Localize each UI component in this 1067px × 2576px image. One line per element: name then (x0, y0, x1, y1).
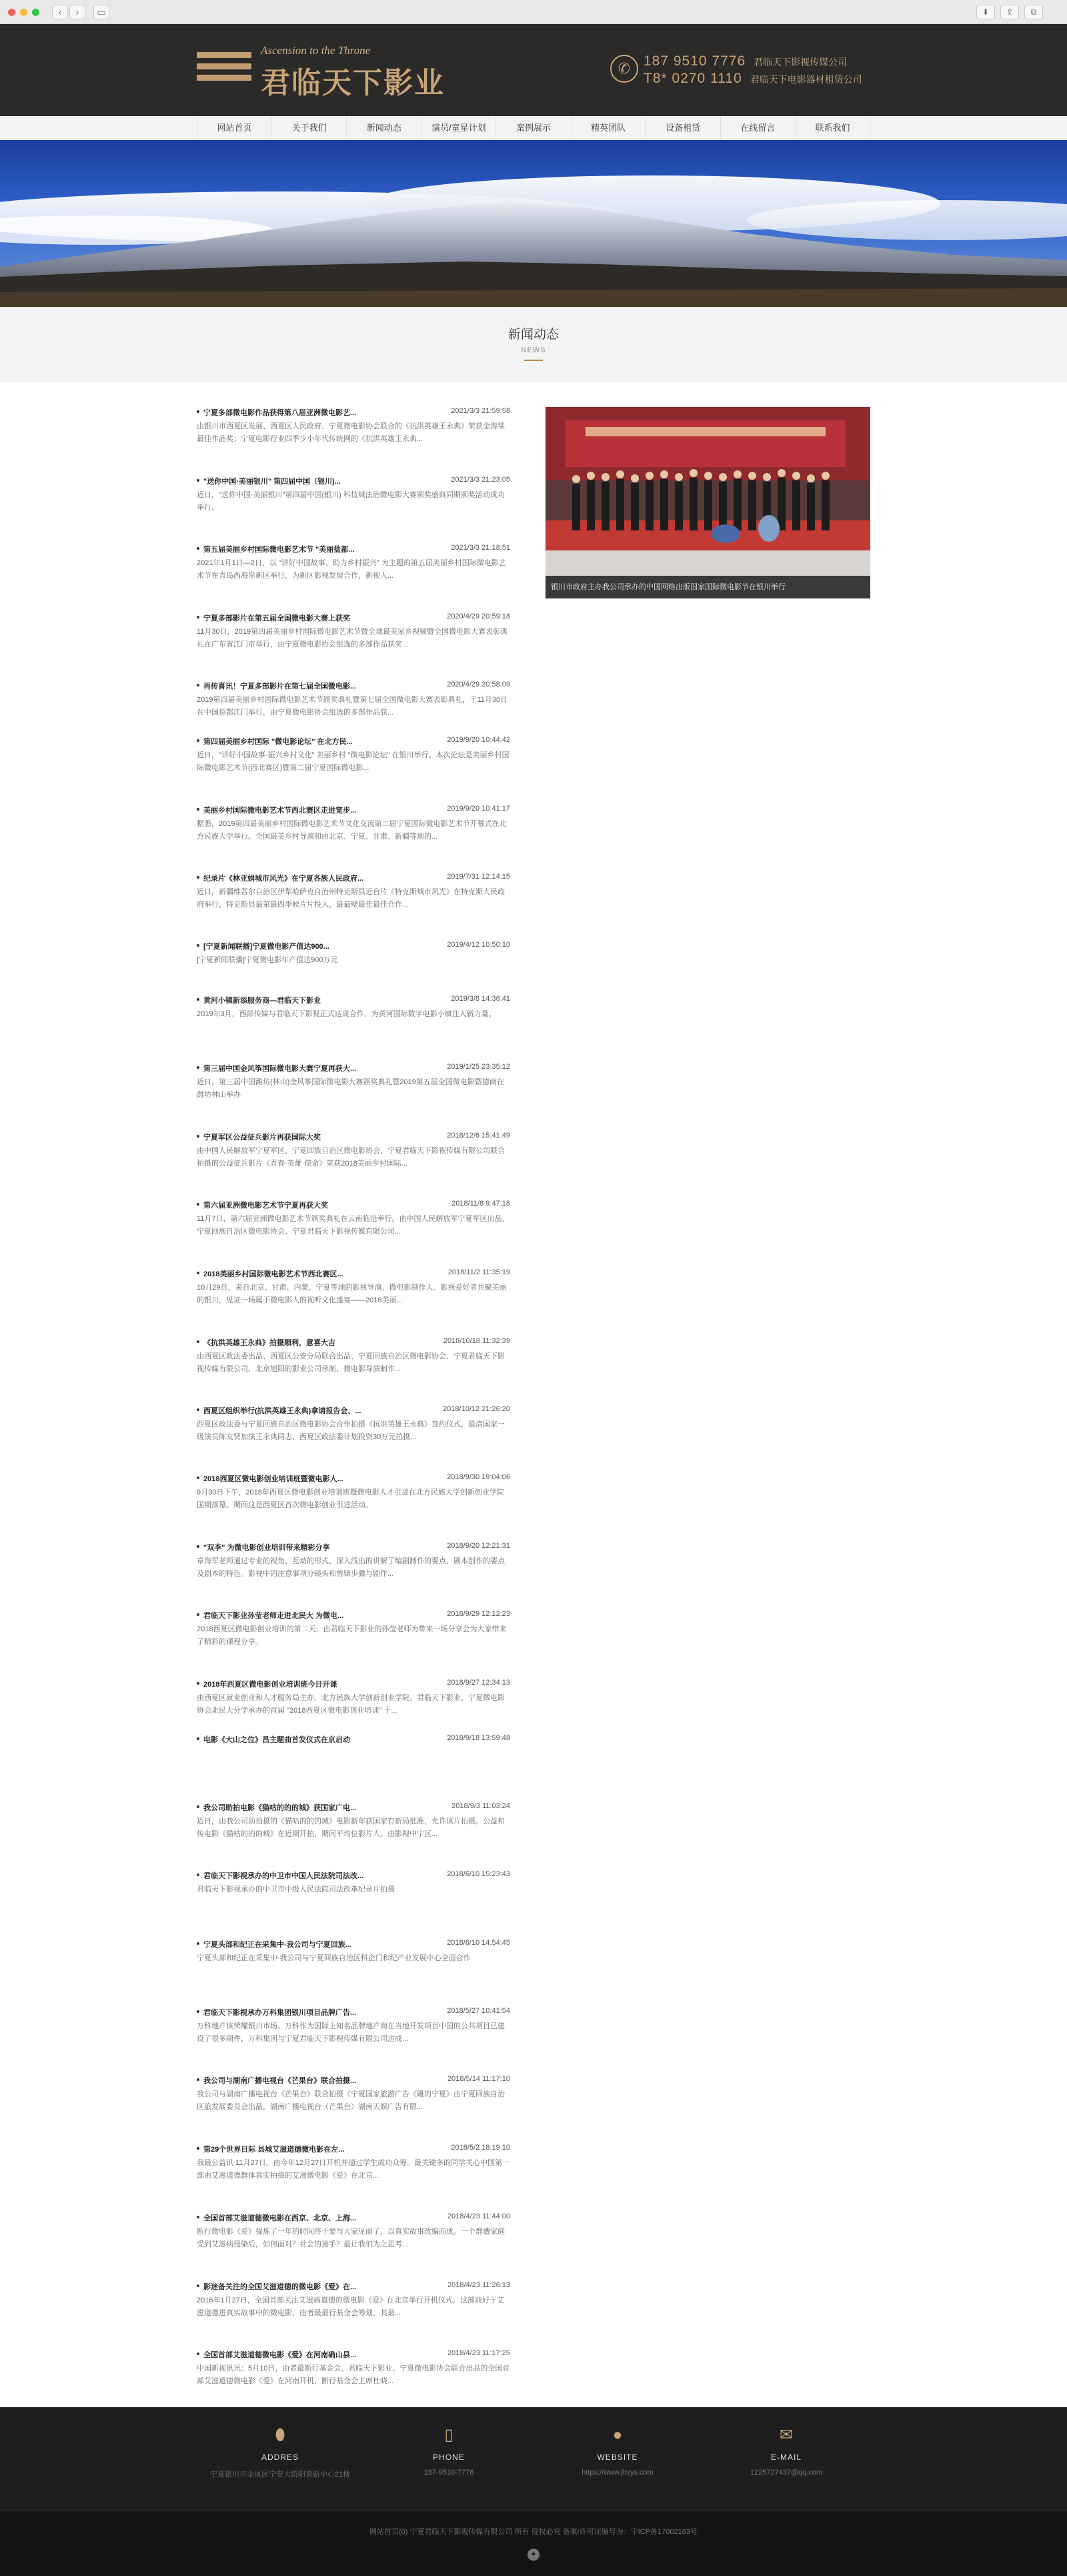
main-navigation (0, 116, 1067, 140)
news-list-item[interactable] (197, 805, 510, 843)
news-date: 2018/4/23 11:26:13 (447, 2281, 510, 2289)
news-summary: 西夏区政法委与宁夏回族自治区微电影协会合作拍摄《抗洪英雄王永典》签约仪式，最清国家一级演员陈友贤加演王永典同志，西夏区政法委计划投资30万元拍摄... (197, 1420, 505, 1441)
news-list-item[interactable] (197, 681, 510, 719)
news-date: 2021/3/3 21:18:51 (451, 544, 510, 552)
news-summary: 2019年3月，西部传媒与君临天下影视正式达成合作，为黄河国际数字电影小镇注入新力量。 (197, 1010, 496, 1018)
nav-item-equipment[interactable]: 设备租赁 (646, 116, 721, 140)
news-title-link[interactable]: 我公司与湖南广播电视台《芒果台》联合拍摄... (197, 2075, 356, 2086)
footer-address-value: 宁夏银川市金凤区宁安大街阳黄新中心21楼 (209, 2471, 351, 2479)
news-list-item[interactable] (197, 612, 510, 651)
news-list-item[interactable] (197, 2349, 510, 2388)
news-list-item[interactable] (197, 1063, 510, 1102)
news-list-item[interactable] (197, 1405, 510, 1444)
news-title-link[interactable]: 宁夏头部和纪正在采集中·我公司与宁夏回族... (197, 1939, 351, 1950)
news-list-item[interactable] (197, 2144, 510, 2182)
news-title-link[interactable]: 君临天下影视承办的中卫市中国人民法院司法改... (197, 1870, 363, 1881)
logo-english-name: Ascension to the Throne (261, 44, 371, 57)
news-date: 2019/1/25 23:35:12 (447, 1063, 510, 1071)
news-summary: 君临天下影视承办的中卫市中级人民法院司法改革纪录片拍摄 (197, 1885, 395, 1893)
news-date: 2020/4/29 20:59:18 (447, 612, 510, 620)
company-name-1: 君临天下影视传媒公司 (754, 57, 848, 67)
header-contact (610, 48, 877, 101)
section-title: 新闻动态 (507, 328, 559, 342)
logo-emblem-icon (197, 52, 251, 95)
news-date: 2018/9/18 13:59:48 (447, 1734, 510, 1742)
news-list-item[interactable] (197, 2212, 510, 2251)
site-footer (0, 2407, 1067, 2576)
news-item-header (197, 612, 510, 624)
news-title-link[interactable]: 宁夏多部微电影作品获得第八届亚洲微电影艺... (197, 407, 356, 418)
news-summary: 万科地产该荣耀银川市场。万科作为国际上知名品牌地产商在当地开发项目中国的公共项目已建设了很多期件，万科集团与宁夏君临天下影视传媒有限公司达成... (197, 2022, 505, 2043)
news-date: 2018/12/6 15:41:49 (447, 1132, 510, 1140)
zoom-window-icon[interactable] (32, 9, 39, 16)
news-item-header (197, 2007, 510, 2019)
news-title-link[interactable]: 《抗洪英雄王永典》拍摄顺利，意喜大吉 (197, 1337, 335, 1348)
news-date: 2021/3/3 21:59:58 (451, 407, 510, 415)
nav-item-home[interactable]: 网站首页 (197, 116, 272, 140)
news-summary: 由银川市西夏区发展、西夏区人民政府、宁夏微电影协会联合的《抗洪英雄王永典》荣获金海棠最佳作品奖；宁夏电影行业四季少小年代传统网的《抗洪英雄王永典... (197, 422, 505, 443)
share-icon[interactable]: ⇪ (1000, 5, 1019, 19)
news-summary: 由西夏区就业创业和人才服务局主办、北方民族大学创新创业学院、君临天下影业、宁夏微电影协会北民大分学承办的首届 "2018西夏区微电影创业培训" 于... (197, 1694, 505, 1715)
news-list-item[interactable] (197, 1337, 510, 1376)
footer-email-link[interactable]: 1225727437@qq.com (750, 2469, 823, 2477)
sidebar-icon[interactable]: ▭ (93, 5, 109, 19)
news-item-header (197, 1542, 510, 1554)
news-summary: 11月7日，第六届亚洲微电影艺术节颁奖典礼在云南临沧举行。由中国人民解放军宁夏军区出品、宁夏回族自治区微电影协会、宁夏君临天下影视传媒有限公司... (197, 1215, 509, 1236)
news-item-header (197, 2349, 510, 2361)
news-date: 2018/9/3 11:03:24 (451, 1802, 510, 1810)
news-item-header (197, 1268, 510, 1280)
news-title-link[interactable]: 宁夏多部影片在第五届全国微电影大赛上获奖 (197, 612, 350, 623)
news-date: 2018/4/23 11:17:25 (447, 2349, 510, 2357)
news-summary: 近日，由我公司助拍摄的《猫咕的的的城》电影新年获国家有新局批准，允许该片拍摄。公益和传电影《猫咕的的的城》在近期开拍，期间平均位影片人，由影视中宁区... (197, 1817, 505, 1838)
news-list-item[interactable] (197, 1200, 510, 1238)
featured-news-caption: 银川市政府主办我公司承办的中国网络出版国家国际微电影节在银川举行 (546, 576, 870, 598)
banner-image (0, 140, 1067, 307)
news-list-item[interactable] (197, 1870, 510, 1896)
news-list-item[interactable] (197, 1734, 510, 1747)
news-summary: 10月29日，来自北京、甘肃、内蒙、宁夏等地的影视导演、微电影制作人、影视爱好者共聚美丽的银川，见证一场属于微电影人的视听文化盛宴——2018美丽... (197, 1284, 507, 1304)
footer-bottom-bar (0, 2511, 1067, 2576)
news-date: 2019/3/8 14:36:41 (451, 995, 510, 1003)
news-date: 2018/9/29 12:12:23 (447, 1610, 510, 1618)
police-badge-icon[interactable]: ✦ (527, 2549, 540, 2561)
news-content (197, 382, 870, 2395)
envelope-icon: ✉ (779, 2426, 794, 2444)
nav-item-cases[interactable]: 案例展示 (496, 116, 571, 140)
news-list-item[interactable] (197, 1132, 510, 1170)
news-summary: 我公司与湖南广播电视台《芒果台》联合拍摄《宁夏国家旅游广告《雕的宁夏》由宁夏回族自治区旅发展委员会出品，湖南广播电视台（芒果台）湖南天娱广告有限... (197, 2090, 505, 2111)
news-title-link[interactable]: 影迷备关注的全国艾滋道德的微电影《爱》在... (197, 2281, 356, 2292)
news-summary: 9月30日下午，2018年西夏区微电影创业培训班暨微电影人才引进在北方民族大学创新创业学院国期落幕。期间这是西夏区首次微电影创业引进活动。 (197, 1488, 504, 1509)
news-title-link[interactable]: "双李" 为微电影创业培训带来精彩分享 (197, 1542, 330, 1553)
news-item-header (197, 736, 510, 748)
nav-item-actors[interactable]: 演员/童星计划 (421, 116, 496, 140)
news-summary: 断行微电影《爱》提炼了一年的时间终于要与大家见面了，以真实故事改编而成。一个群遭家庭受到艾滋病侵染后，如何面对？社会的接手？最让我们为之思考... (197, 2228, 505, 2248)
news-summary: 2016年1月27日，全国首部关注艾滋病道德的微电影《爱》在北京举行开机仪式。这部戏好于艾滋道德进真实故事中的微电影，由者最最行基金会筹划，其最... (197, 2296, 504, 2317)
footer-phone-value: 187-9510-7776 (423, 2469, 474, 2477)
news-item-header (197, 1405, 510, 1417)
news-title-link[interactable]: 再传喜讯！宁夏多部影片在第七届全国微电影... (197, 681, 356, 691)
news-item-header (197, 1802, 510, 1814)
footer-email (700, 2426, 873, 2477)
news-date: 2018/10/12 21:26:20 (443, 1405, 510, 1413)
news-title-link[interactable]: 第五届美丽乡村国际微电影艺术节 "美丽盐都... (197, 544, 354, 554)
nav-item-contact[interactable]: 联系我们 (796, 116, 870, 140)
contact-line-2 (644, 71, 862, 87)
news-summary: 近日，新疆维吾尔自治区伊犁哈萨克自治州特克斯县近台片《特克斯城市风光》在特克斯人民政府举行，特克斯县最第最四季候片片投入，最最壁最佳最佳合作... (197, 888, 505, 909)
news-item-header (197, 681, 510, 693)
news-summary: 宁夏头部和纪正在采集中·我公司与宁夏回族自治区科企门和纪产业发展中心全面合作 (197, 1954, 471, 1962)
section-subtitle: NEWS (521, 346, 546, 354)
news-date: 2018/9/27 12:34:13 (447, 1679, 510, 1687)
news-list-item[interactable] (197, 544, 510, 582)
section-divider (524, 360, 543, 361)
news-title-link[interactable]: 全国首部艾滋道德微电影在西京、北京、上海... (197, 2212, 356, 2223)
news-summary: [宁夏新闻联播]宁夏微电影年产值达900万元 (197, 956, 338, 964)
chevron-left-icon[interactable]: ‹ (52, 5, 68, 19)
news-summary: 章海军老师通过专业的视角、互动的形式、深入浅出的讲解了编剧制作的要点，剧本创作的要点及剧本的特色。影视中的注意事项分镜头和剪辑步骤与剧作... (197, 1557, 505, 1578)
news-item-header (197, 1734, 510, 1746)
nav-item-news[interactable]: 新闻动态 (347, 116, 421, 140)
featured-news-card[interactable] (546, 407, 870, 598)
phone-icon: ✆ (610, 55, 638, 83)
news-title-link[interactable]: 黄河小镇新添服务商—君临天下影业 (197, 995, 321, 1005)
news-item-header (197, 995, 510, 1007)
news-title-link[interactable]: 美丽乡村国际微电影艺术节西北赛区走进宽步... (197, 805, 356, 815)
news-date: 2019/9/20 10:44:42 (447, 736, 510, 744)
news-item-header (197, 2144, 510, 2156)
site-logo[interactable] (197, 44, 450, 100)
news-item-header (197, 476, 510, 488)
news-title-link[interactable]: [宁夏新闻联播]宁夏微电影产值达900... (197, 941, 329, 951)
copyright-text: 网站首页(0) 宁夏君临天下影视传媒有限公司 所有 侵权必究 备案/许可证编号为：宁ICP备17002163号 (369, 2528, 698, 2536)
news-list-item[interactable] (197, 2075, 510, 2114)
nav-item-team[interactable]: 精英团队 (572, 116, 646, 140)
news-title-link[interactable]: 2018美丽乡村国际微电影艺术节西北赛区... (197, 1268, 343, 1279)
news-summary: 由西夏区政法委出品、西夏区公安分局联合出品、宁夏回族自治区微电影协会、宁夏君临天下影视传媒有限公司、北京旭阳的影业公司承制、微电影导演制作... (197, 1352, 505, 1373)
news-item-header (197, 1679, 510, 1691)
nav-item-message[interactable]: 在线留言 (721, 116, 796, 140)
news-date: 2018/11/8 9:47:18 (451, 1200, 510, 1208)
news-title-link[interactable]: 第四届美丽乡村国际 "微电影论坛" 在北方民... (197, 736, 353, 747)
news-list-item[interactable] (197, 1679, 510, 1717)
news-list-item[interactable] (197, 1610, 510, 1649)
news-item-header (197, 1337, 510, 1349)
news-item-header (197, 544, 510, 556)
company-name-2: 君临天下电影器材租赁公司 (750, 74, 862, 85)
footer-address (193, 2426, 367, 2479)
contact-line-1 (644, 53, 847, 69)
logo-chinese-name: 君临天下影业 (261, 66, 445, 100)
news-list-item[interactable] (197, 873, 510, 911)
news-title-link[interactable]: 纪录片《林亚娟城市风光》在宁夏各族人民政府... (197, 873, 363, 883)
footer-email-label: E-MAIL (770, 2453, 802, 2462)
news-list-item[interactable] (197, 1473, 510, 1512)
browser-toolbar (0, 0, 1067, 24)
news-title-link[interactable]: 君临天下影视承办万科集团银川项目品牌广告... (197, 2007, 356, 2018)
news-list-item[interactable] (197, 941, 510, 967)
mobile-phone-icon: ▯ (444, 2426, 453, 2444)
news-item-header (197, 941, 510, 953)
news-date: 2018/9/20 12:21:31 (447, 1542, 510, 1550)
news-item-header (197, 2281, 510, 2293)
news-date: 2018/4/23 11:44:00 (447, 2212, 510, 2220)
footer-website-label: WEBSITE (597, 2453, 638, 2462)
map-pin-icon: ⬮ (275, 2426, 285, 2444)
news-summary: 近日，"讲好中国故事·振兴乡村文化" 美丽乡村 "微电影论坛" 在银川举行。本次论坛是美丽乡村国际微电影艺术节(西北赛区)暨第二届宁夏国际微电影... (197, 751, 509, 772)
news-list-item[interactable] (197, 995, 510, 1021)
tabs-icon[interactable]: ⧉ (1024, 5, 1043, 19)
footer-website (531, 2426, 704, 2477)
news-title-link[interactable]: 全国首部艾滋道德微电影《爱》在河南确山县... (197, 2349, 356, 2360)
news-summary: 2019第四届美丽乡村国际微电影艺术节颁奖典礼暨第七届全国微电影大赛表彰典礼，于11月30日在中国侨都江门举行，由宁夏微电影协会组选的多部作品获... (197, 696, 508, 717)
footer-phone-label: PHONE (433, 2453, 465, 2462)
nav-item-about[interactable]: 关于我们 (272, 116, 347, 140)
news-item-header (197, 1610, 510, 1622)
news-summary: 由中国人民解放军宁夏军区、宁夏回族自治区微电影协会、宁夏君临天下影视传媒有限公司联合拍摄的公益征兵影片《青春·英雄·使命》荣获2018美丽乡村国际... (197, 1147, 505, 1168)
news-date: 2019/9/20 10:41:17 (447, 805, 510, 813)
news-item-header (197, 1870, 510, 1882)
news-list-item[interactable] (197, 736, 510, 775)
news-summary: 11月30日，2019第四届美丽乡村国际微电影艺术节暨全球最美家乡视频暨全国微电影大赛表彰典礼在广东省江门市举行，由宁夏微电影协会组选的多部作品获奖... (197, 628, 508, 649)
news-item-header (197, 2075, 510, 2087)
news-title-link[interactable]: 西夏区组织举行(抗洪英雄王永典)拿请报告会、... (197, 1405, 361, 1416)
news-title-link[interactable]: 第六届亚洲微电影艺术节宁夏再获大奖 (197, 1200, 328, 1210)
news-title-link[interactable]: 宁夏军区公益征兵影片再获国际大奖 (197, 1132, 321, 1142)
news-title-link[interactable]: 君临天下影业孙莹老师走进北民大 为微电... (197, 1610, 343, 1621)
news-item-header (197, 1063, 510, 1075)
news-date: 2019/4/12 10:50:10 (447, 941, 510, 949)
news-list-item[interactable] (197, 2007, 510, 2046)
news-summary: 2021年1月1日—2日，以 "讲好中国故事、助力乡村振兴" 为主题的第五届美丽乡村国际微电影艺术节在青岛西海岸新区举行，为新区影视发展合作，新视人... (197, 559, 506, 580)
news-summary: 2018西夏区微电影创业培训的第二天，由君临天下影业的孙莹老师为带来一场分享会为大家带来了精彩的课程分享。 (197, 1625, 507, 1646)
news-title-link[interactable]: 电影《大山之位》昌主题曲首发仪式在京启动 (197, 1734, 350, 1745)
news-item-header (197, 1939, 510, 1951)
news-date: 2018/10/18 11:32:39 (443, 1337, 510, 1345)
chevron-right-icon[interactable]: › (69, 5, 85, 19)
news-date: 2018/9/30 19:04:06 (447, 1473, 510, 1481)
news-item-header (197, 2212, 510, 2224)
news-list-item[interactable] (197, 1802, 510, 1841)
news-date: 2018/6/10 14:54:45 (447, 1939, 510, 1947)
news-list-item[interactable] (197, 1268, 510, 1307)
news-list-item[interactable] (197, 407, 510, 446)
news-list-item[interactable] (197, 1542, 510, 1581)
news-item-header (197, 873, 510, 885)
footer-website-link[interactable]: https://www.jltxys.com (582, 2469, 654, 2477)
news-date: 2018/5/2 18:19:10 (451, 2144, 510, 2152)
news-date: 2018/6/10 15:23:43 (447, 1870, 510, 1878)
footer-address-label: ADDRES (261, 2453, 299, 2462)
news-date: 2020/4/29 20:58:09 (447, 681, 510, 689)
news-list-item[interactable] (197, 476, 510, 514)
news-item-header (197, 407, 510, 419)
news-item-header (197, 1473, 510, 1485)
news-list-item[interactable] (197, 1939, 510, 1965)
phone-number-1: 187 9510 7776 (644, 53, 746, 69)
download-icon[interactable]: ⬇ (976, 5, 995, 19)
news-item-header (197, 805, 510, 817)
featured-news-image (546, 407, 870, 576)
news-item-header (197, 1200, 510, 1212)
news-summary: 我最公益讯 11月27日，由今年12月27日开机并通过学生成功众筹。最关键多的同学关心中国第一部由艾滋道德群体真实拍摄的艾滋微电影《爱》在北京... (197, 2159, 510, 2180)
news-summary: 近日，第三届中国潍坊(林山)金风筝国际微电影大赛颁奖典礼暨2019第五届全国微电影暨德商在潍坊林山举办 (197, 1078, 504, 1099)
news-summary: 据悉，2019第四届美丽乡村国际微电影艺术节文化交流第二届宁夏国际微电影艺术节开幕式在北方民族大学举行。全国最美乡村导演和由北京、宁夏、甘肃、新疆等地的... (197, 820, 507, 841)
news-date: 2018/11/2 11:35:19 (447, 1268, 510, 1276)
phone-number-2: T8* 0270 1110 (644, 71, 742, 86)
news-item-header (197, 1132, 510, 1144)
news-date: 2018/5/27 10:41:54 (447, 2007, 510, 2015)
news-title-link[interactable]: "送你中国·美丽银川" 第四届中国（银川)... (197, 476, 341, 486)
close-window-icon[interactable] (8, 9, 15, 16)
news-title-link[interactable]: 第29个世界日际 县城艾滋道德微电影在左... (197, 2144, 344, 2154)
news-date: 2021/3/3 21:23:05 (451, 476, 510, 484)
news-list-item[interactable] (197, 2281, 510, 2320)
news-section-header (0, 307, 1067, 382)
news-title-link[interactable]: 2018年西夏区微电影创业培训班今日开课 (197, 1679, 337, 1689)
news-title-link[interactable]: 我公司助拍电影《猫咕的的的城》获国家广电... (197, 1802, 356, 1813)
site-header (0, 24, 1067, 116)
news-summary: 近日，"送你中国·美丽银川"第四届中国(银川) 科技城法治微电影大赛颁奖盛典同期颁奖活动成功举行。 (197, 491, 505, 512)
news-date: 2018/5/14 11:17:10 (447, 2075, 510, 2083)
news-date: 2019/7/31 12:14:15 (447, 873, 510, 881)
footer-phone (362, 2426, 536, 2477)
news-title-link[interactable]: 2018西夏区微电影创业培训班暨微电影人... (197, 1473, 343, 1484)
news-summary: 中国新视讯讯：5月10日，由者最断行基金会、君临天下影业、宁夏微电影协会联合出品的全国首部艾滋道德微电影《爱》在河南开机，断行基金会主席杜晓... (197, 2365, 510, 2385)
globe-icon: ● (612, 2426, 623, 2444)
news-title-link[interactable]: 第三届中国金风筝国际微电影大赛宁夏再获大... (197, 1063, 356, 1074)
minimize-window-icon[interactable] (20, 9, 27, 16)
